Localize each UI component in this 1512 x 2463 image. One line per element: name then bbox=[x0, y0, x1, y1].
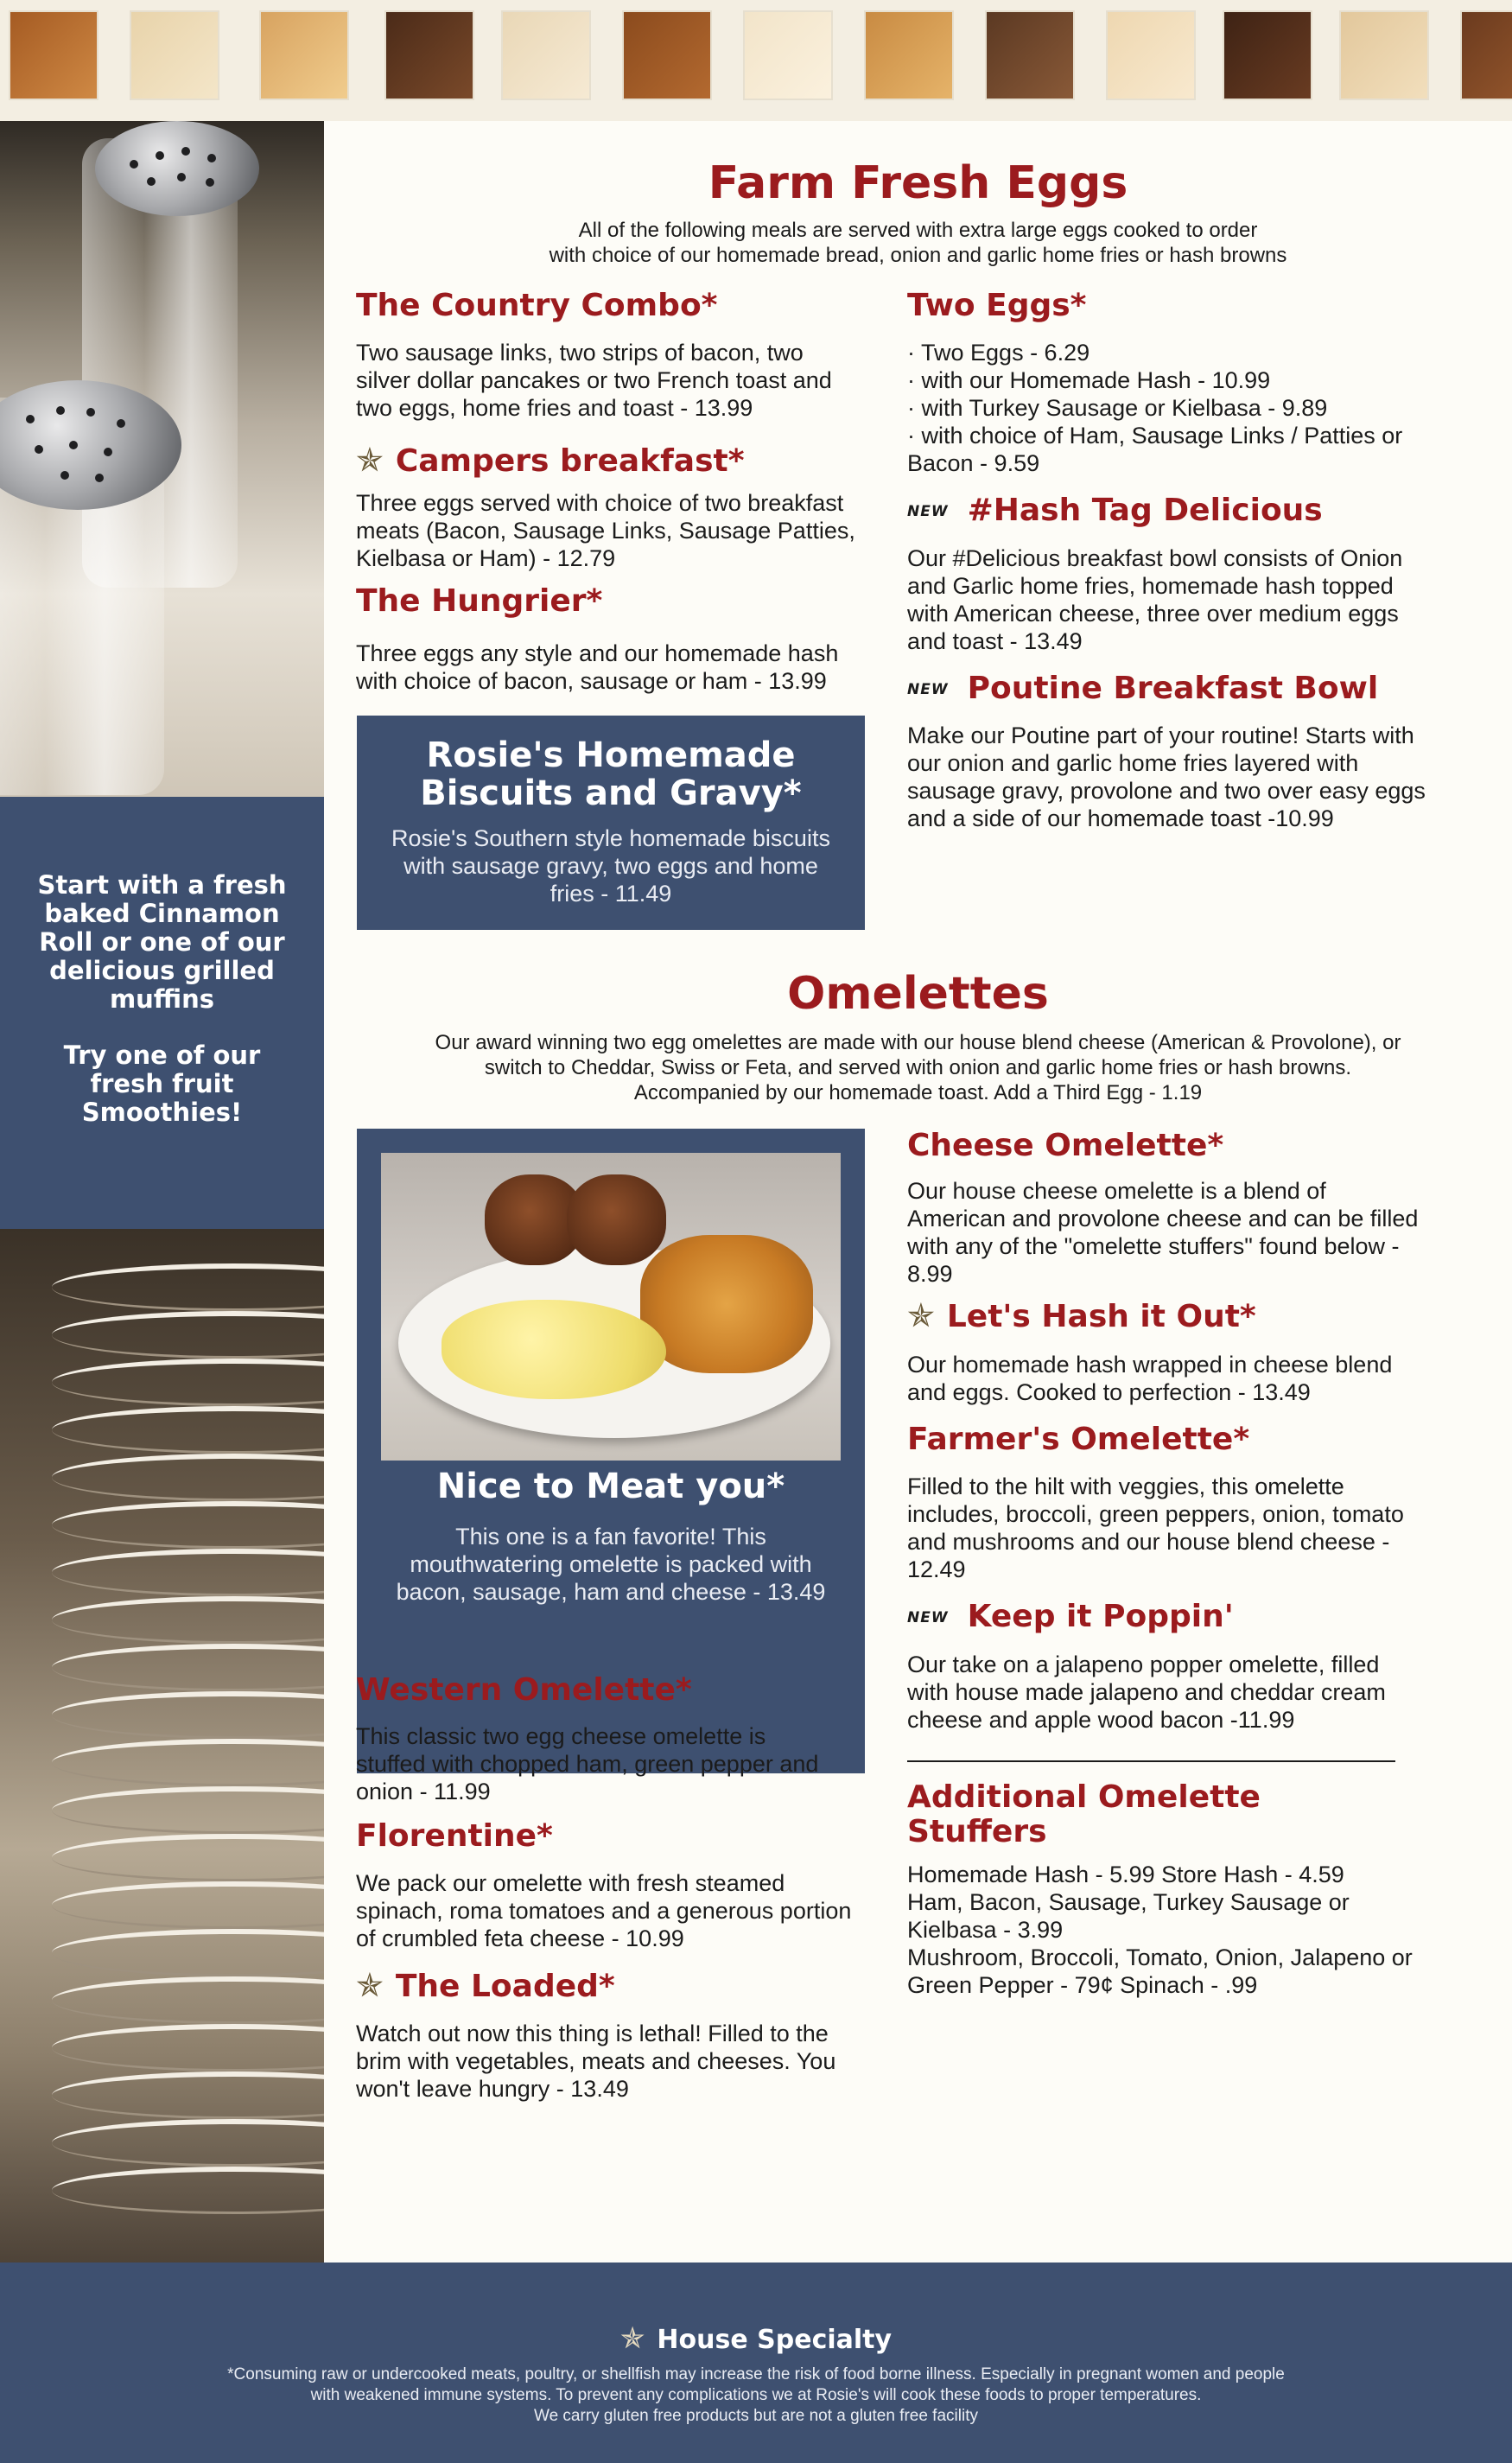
new-badge: NEW bbox=[907, 503, 949, 520]
two-eggs-option: · with choice of Ham, Sausage Links / Patties or Bacon - 9.59 bbox=[907, 423, 1403, 476]
tile bbox=[622, 10, 712, 100]
star-icon: ✯ bbox=[356, 441, 384, 479]
farmers-omelette-desc: Filled to the hilt with veggies, this omelette includes, broccoli, green peppers, onion, tomato and mushrooms and our house blend cheese - 12.49 bbox=[907, 1473, 1404, 1582]
cheese-omelette-title: Cheese Omelette* bbox=[907, 1128, 1224, 1163]
omelette-stuffers-title: Additional Omelette Stuffers bbox=[907, 1779, 1261, 1849]
lets-hash-it-out-title: ✯ Let's Hash it Out* bbox=[907, 1296, 1256, 1334]
tile bbox=[1106, 10, 1196, 100]
star-icon: ✯ bbox=[619, 2321, 645, 2356]
sidebar-promo-box bbox=[0, 797, 324, 1229]
hashtag-delicious-desc: Our #Delicious breakfast bowl consists of Onion and Garlic home fries, homemade hash topped with American cheese, three over medium eggs and toast - 13.49 bbox=[907, 545, 1403, 654]
tile bbox=[1339, 10, 1429, 100]
stacked-plates-photo bbox=[0, 1229, 324, 2263]
omelette-photo bbox=[381, 1153, 841, 1461]
hungrier-title: The Hungrier* bbox=[356, 583, 603, 619]
top-tile-strip bbox=[0, 0, 1512, 121]
country-combo-desc: Two sausage links, two strips of bacon, two silver dollar pancakes or two French toast and two eggs, home fries and toast - 13.99 bbox=[356, 340, 832, 421]
keep-it-poppin-title: NEW Keep it Poppin' bbox=[907, 1599, 1234, 1634]
loaded-omelette-title: ✯ The Loaded* bbox=[356, 1966, 615, 2004]
country-combo-title: The Country Combo* bbox=[356, 288, 718, 323]
western-omelette-title: Western Omelette* bbox=[356, 1672, 692, 1708]
campers-breakfast-title: ✯ Campers breakfast* bbox=[356, 441, 745, 479]
tile bbox=[985, 10, 1075, 100]
tile bbox=[1460, 10, 1512, 100]
western-omelette-desc: This classic two egg cheese omelette is stuffed with chopped ham, green pepper and onion - 11.99 bbox=[356, 1723, 819, 1804]
tile bbox=[743, 10, 833, 100]
lets-hash-it-out-desc: Our homemade hash wrapped in cheese blend and eggs. Cooked to perfection - 13.49 bbox=[907, 1352, 1393, 1405]
nice-to-meat-you-desc: This one is a fan favorite! This mouthwatering omelette is packed with bacon, sausage, ham and cheese - 13.49 bbox=[396, 1524, 826, 1605]
tile bbox=[130, 10, 219, 100]
two-eggs-option: · Two Eggs - 6.29 bbox=[907, 340, 1090, 366]
nice-to-meat-you-title: Nice to Meat you* bbox=[436, 1467, 785, 1506]
stuffer-line: Homemade Hash - 5.99 Store Hash - 4.59 bbox=[907, 1862, 1344, 1887]
tile bbox=[501, 10, 591, 100]
star-icon: ✯ bbox=[356, 1966, 384, 2004]
farmers-omelette-title: Farmer's Omelette* bbox=[907, 1422, 1250, 1457]
stuffer-line: Mushroom, Broccoli, Tomato, Onion, Jalapeno or Green Pepper - 79¢ Spinach - .99 bbox=[907, 1944, 1413, 1998]
footer bbox=[0, 2263, 1512, 2463]
eggs-section-title: Farm Fresh Eggs bbox=[708, 157, 1128, 209]
poutine-bowl-desc: Make our Poutine part of your routine! Starts with our onion and garlic home fries layered with sausage gravy, provolone and two over easy eggs and a side of our homemade toast -10.99 bbox=[907, 722, 1426, 831]
biscuits-gravy-desc: Rosie's Southern style homemade biscuits with sausage gravy, two eggs and home fries - 11.49 bbox=[391, 825, 830, 907]
tile bbox=[1223, 10, 1312, 100]
loaded-omelette-desc: Watch out now this thing is lethal! Filled to the brim with vegetables, meats and cheeses. You won't leave hungry - 13.49 bbox=[356, 2021, 836, 2102]
tile bbox=[864, 10, 954, 100]
divider bbox=[907, 1760, 1395, 1762]
promo-smoothies: Try one of our fresh fruit Smoothies! bbox=[63, 1041, 261, 1127]
star-icon: ✯ bbox=[907, 1296, 935, 1334]
two-eggs-option: · with our Homemade Hash - 10.99 bbox=[907, 367, 1271, 393]
eggs-intro: All of the following meals are served with extra large eggs cooked to order with choice of our homemade bread, onion and garlic home fries or hash browns bbox=[549, 219, 1287, 267]
disclaimer-note: *Consuming raw or undercooked meats, poultry, or shellfish may increase the risk of food borne illness. Especially in pregnant women and people with weakened immune systems. To prevent any complications we at Rosie's will cook these foods to proper temperatures. We carry gluten free products but are not a gluten free facility bbox=[227, 2365, 1285, 2425]
biscuits-gravy-title: Rosie's Homemade Biscuits and Gravy* bbox=[420, 735, 802, 813]
salt-shaker-photo bbox=[0, 121, 324, 797]
stuffer-line: Ham, Bacon, Sausage, Turkey Sausage or Kielbasa - 3.99 bbox=[907, 1889, 1350, 1943]
florentine-title: Florentine* bbox=[356, 1818, 553, 1854]
cheese-omelette-desc: Our house cheese omelette is a blend of American and provolone cheese and can be filled with any of the "omelette stuffers" found below - 8.99 bbox=[907, 1178, 1419, 1287]
left-photo-column bbox=[0, 121, 324, 2263]
poutine-bowl-title: NEW Poutine Breakfast Bowl bbox=[907, 671, 1379, 706]
campers-breakfast-desc: Three eggs served with choice of two breakfast meats (Bacon, Sausage Links, Sausage Patties, Kielbasa or Ham) - 12.79 bbox=[356, 490, 855, 571]
tile bbox=[259, 10, 349, 100]
house-specialty-legend: ✯ House Specialty bbox=[619, 2321, 893, 2356]
two-eggs-title: Two Eggs* bbox=[907, 288, 1087, 323]
keep-it-poppin-desc: Our take on a jalapeno popper omelette, filled with house made jalapeno and cheddar cream cheese and apple wood bacon -11.99 bbox=[907, 1652, 1386, 1733]
omelette-stuffers-list bbox=[907, 1861, 1426, 1999]
omelettes-intro: Our award winning two egg omelettes are made with our house blend cheese (American & Provolone), or switch to Cheddar, Swiss or Feta, and served with onion and garlic home fries or hash browns. Accompanied by our homemade toast. Add a Third Egg - 1.19 bbox=[435, 1031, 1401, 1104]
promo-cinnamon-roll: Start with a fresh baked Cinnamon Roll or one of our delicious grilled muffins bbox=[37, 870, 287, 1014]
hashtag-delicious-title: NEW #Hash Tag Delicious bbox=[907, 493, 1323, 528]
two-eggs-list bbox=[907, 339, 1426, 477]
florentine-desc: We pack our omelette with fresh steamed spinach, roma tomatoes and a generous portion of crumbled feta cheese - 10.99 bbox=[356, 1870, 852, 1951]
new-badge: NEW bbox=[907, 1609, 949, 1626]
tile bbox=[9, 10, 98, 100]
biscuits-gravy-box bbox=[357, 716, 865, 930]
tile bbox=[384, 10, 474, 100]
two-eggs-option: · with Turkey Sausage or Kielbasa - 9.89 bbox=[907, 395, 1328, 421]
hungrier-desc: Three eggs any style and our homemade hash with choice of bacon, sausage or ham - 13.99 bbox=[356, 640, 839, 694]
new-badge: NEW bbox=[907, 681, 949, 698]
omelettes-section-title: Omelettes bbox=[787, 968, 1049, 1020]
